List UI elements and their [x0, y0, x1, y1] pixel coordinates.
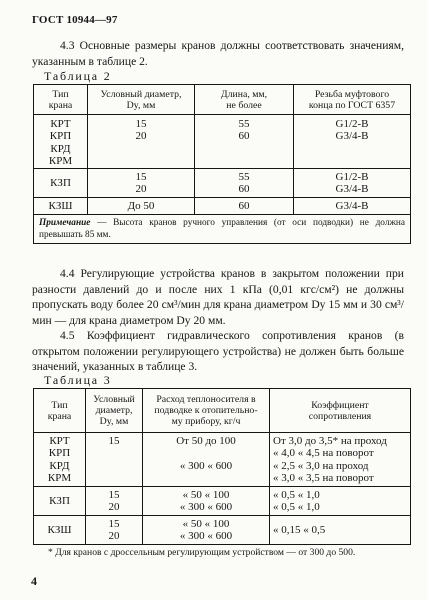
table3-flow-cell: От 50 до 100 « 300 « 600 — [143, 433, 270, 487]
document-header: ГОСТ 10944—97 — [32, 14, 118, 26]
table3-caption: Таблица 3 — [44, 373, 112, 387]
table3-diameter-cell: 15 20 — [86, 516, 143, 545]
table2-header-length: Длина, мм, не более — [195, 85, 294, 115]
table2-thread-cell: G1/2-B G3/4-B — [294, 169, 411, 198]
table-row — [34, 115, 411, 169]
table2-header-thread: Резьба муфтового конца по ГОСТ 6357 — [294, 85, 411, 115]
table2-header-row — [34, 85, 411, 115]
table2-thread-cell: G3/4-B — [294, 198, 411, 215]
table3-flow-cell: « 50 « 100 « 300 « 600 — [143, 487, 270, 516]
table3-flow-cell: « 50 « 100 « 300 « 600 — [143, 516, 270, 545]
table2-type-cell: КРТ КРП КРД КРМ — [34, 115, 88, 169]
table2-type-cell: КЗШ — [34, 198, 88, 215]
table3-diameter-cell: 15 — [86, 433, 143, 487]
table3-type-cell: КЗП — [34, 487, 86, 516]
table2-header-type: Тип крана — [34, 85, 88, 115]
table3-coefficient-cell: « 0,15 « 0,5 — [270, 516, 411, 545]
table-2 — [33, 84, 411, 244]
table3-header-type: Тип крана — [34, 389, 86, 433]
table3-coefficient-cell: « 0,5 « 1,0 « 0,5 « 1,0 — [270, 487, 411, 516]
table2-diameter-cell: 15 20 — [88, 169, 195, 198]
table3-coefficient-cell: От 3,0 до 3,5* на проход « 4,0 « 4,5 на поворот « 2,5 « 3,0 на проход « 3,0 « 3,5 на поворот — [270, 433, 411, 487]
table2-note-label: Примечание — [39, 218, 91, 228]
table2-length-cell: 60 — [195, 198, 294, 215]
table-row — [34, 433, 411, 487]
table3-header-row — [34, 389, 411, 433]
paragraph-4-4 — [32, 266, 404, 328]
page-number: 4 — [31, 574, 37, 588]
table-3 — [33, 388, 411, 545]
table2-length-cell: 55 60 — [195, 169, 294, 198]
table3-footnote: * Для кранов с дроссельным регулирующим устройством — от 300 до 500. — [48, 547, 356, 558]
table-row — [34, 198, 411, 215]
table2-type-cell: КЗП — [34, 169, 88, 198]
table2-length-cell: 55 60 — [195, 115, 294, 169]
table2-header-diameter: Условный диаметр, Dy, мм — [88, 85, 195, 115]
table2-diameter-cell: 15 20 — [88, 115, 195, 169]
table2-diameter-cell: До 50 — [88, 198, 195, 215]
paragraph-4-4-text: 4.4 Регулирующие устройства кранов в закрытом положении при разности давлений до и после них 1 кПа (0,01 кгс/см²) не должны пропускать воду более 20 см³/мин для крана диаметром Dy 15 мм и 30 см³/мин — для крана диаметром Dy 20 мм. — [32, 267, 404, 327]
table2-thread-cell: G1/2-B G3/4-B — [294, 115, 411, 169]
table2-note-text: — Высота кранов ручного управления (от оси подводки) не должна превышать 85 мм. — [39, 218, 405, 240]
table3-diameter-cell: 15 20 — [86, 487, 143, 516]
table2-note — [34, 215, 411, 244]
table3-header-diameter: Условный диаметр, Dy, мм — [86, 389, 143, 433]
table3-type-cell: КЗШ — [34, 516, 86, 545]
table2-caption: Таблица 2 — [44, 69, 112, 83]
table-row — [34, 169, 411, 198]
table-row — [34, 516, 411, 545]
table2-note-row — [34, 215, 411, 244]
table3-header-coefficient: Коэффициент сопротивления — [270, 389, 411, 433]
table3-header-flow: Расход теплоносителя в подводке к отопительно- му прибору, кг/ч — [143, 389, 270, 433]
table3-type-cell: КРТ КРП КРД КРМ — [34, 433, 86, 487]
paragraph-4-3: 4.3 Основные размеры кранов должны соответствовать значениям, указанным в таблице 2. — [32, 39, 404, 68]
table-row — [34, 487, 411, 516]
paragraph-4-5: 4.5 Коэффициент гидравлического сопротивления кранов (в открытом положении регулирующего устройства) не должен быть больше значений, указанных в таблице 3. — [32, 329, 404, 374]
